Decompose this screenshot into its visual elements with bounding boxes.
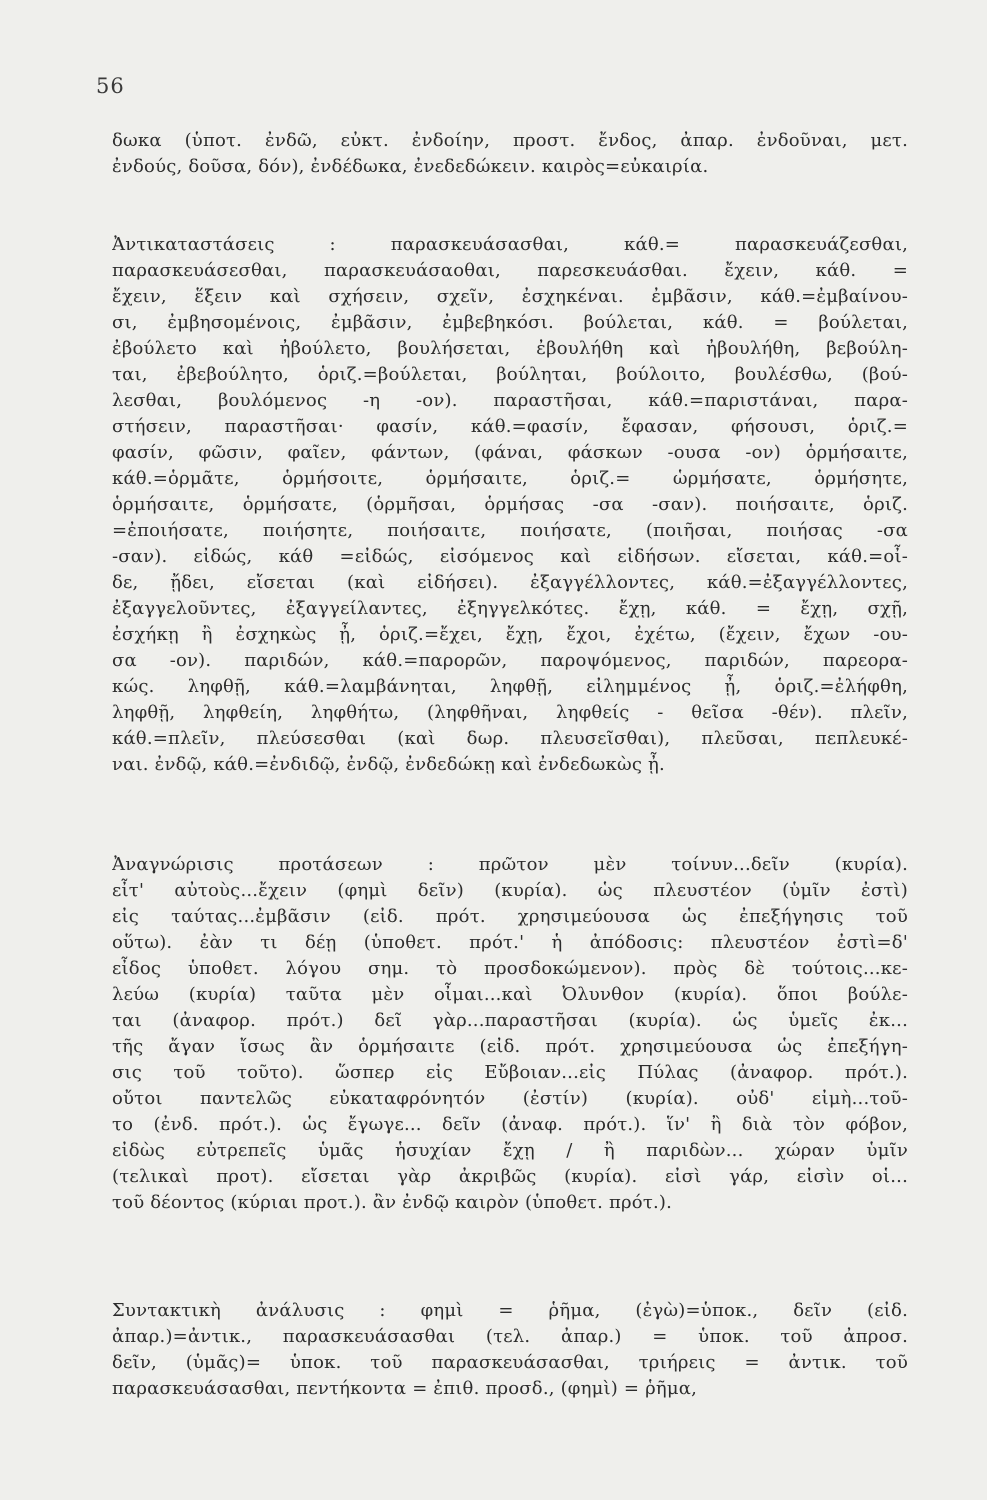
text-line: Ἀναγνώρισις προτάσεων : πρῶτον μὲν τοίνυν...δεῖν (κυρία). (112, 854, 908, 875)
text-line: ἐξαγγελοῦντες, ἐξαγγείλαντες, ἐξηγγελκότες. ἔχῃ, κάθ. = ἔχῃ, σχῇ, (112, 598, 908, 619)
paragraph-definition-continuation (112, 128, 908, 180)
text-line: παρασκευάσασθαι, πεντήκοντα = ἐπιθ. προσδ., (φημὶ) = ῥῆμα, (112, 1378, 698, 1399)
paragraph-antikatastaseis (112, 232, 908, 778)
text-line: στήσειν, παραστῆσαι· φασίν, κάθ.=φασίν, ἔφασαν, φήσουσι, ὁριζ.= (112, 416, 908, 437)
text-line: σις τοῦ τοῦτο). ὥσπερ εἰς Εὔβοιαν...εἰς Πύλας (ἀναφορ. πρότ.). (112, 1062, 908, 1083)
text-line: τῆς ἄγαν ἴσως ἂν ὁρμήσαιτε (εἰδ. πρότ. χρησιμεύουσα ὡς ἐπεξήγη- (112, 1036, 908, 1057)
text-line: ἐνδούς, δοῦσα, δόν), ἐνδέδωκα, ἐνεδεδώκειν. καιρὸς=εὐκαιρία. (112, 156, 709, 177)
text-line: ἐβούλετο καὶ ἠβούλετο, βουλήσεται, ἐβουλήθη καὶ ἠβουλήθη, βεβούλη- (112, 338, 908, 359)
paragraph-anagnorisis (112, 852, 908, 1216)
text-line: τοῦ δέοντος (κύριαι προτ.). ἂν ἐνδῷ καιρὸν (ὑποθετ. πρότ.). (112, 1192, 673, 1213)
text-line: οὕτω). ἐὰν τι δέῃ (ὑποθετ. πρότ.' ἡ ἀπόδοσις: πλευστέον ἐστὶ=δ' (112, 932, 908, 953)
text-line: κάθ.=πλεῖν, πλεύσεσθαι (καὶ δωρ. πλευσεῖσθαι), πλεῦσαι, πεπλευκέ- (112, 728, 908, 749)
paragraph-syntaktiki-analysis (112, 1298, 908, 1402)
text-line: ληφθῇ, ληφθείη, ληφθήτω, (ληφθῆναι, ληφθείς - θεῖσα -θέν). πλεῖν, (112, 702, 908, 723)
text-line: Ἀντικαταστάσεις : παρασκευάσασθαι, κάθ.= παρασκευάζεσθαι, (112, 234, 908, 255)
text-line: λεσθαι, βουλόμενος -η -ον). παραστῆσαι, κάθ.=παριστάναι, παρα- (112, 390, 908, 411)
text-line: ναι. ἐνδῷ, κάθ.=ἐνδιδῷ, ἐνδῷ, ἐνδεδώκῃ καὶ ἐνδεδωκὼς ᾖ. (112, 754, 665, 775)
text-line: ται, ἐβεβούλητο, ὁριζ.=βούλεται, βούληται, βούλοιτο, βουλέσθω, (βού- (112, 364, 908, 385)
text-line: κώς. ληφθῇ, κάθ.=λαμβάνηται, ληφθῇ, εἰλημμένος ᾖ, ὁριζ.=ἐλήφθη, (112, 676, 908, 697)
text-line: ἐσχήκῃ ἢ ἐσχηκὼς ᾖ, ὁριζ.=ἔχει, ἔχῃ, ἔχοι, ἐχέτω, (ἔχειν, ἔχων -ου- (112, 624, 908, 645)
text-line: οὔτοι παντελῶς εὐκαταφρόνητόν (ἐστίν) (κυρία). οὐδ' εἰμὴ...τοῦ- (112, 1088, 908, 1109)
text-line: ται (ἀναφορ. πρότ.) δεῖ γὰρ...παραστῆσαι (κυρία). ὡς ὑμεῖς ἐκ... (112, 1010, 908, 1031)
text-line: (τελικαὶ προτ). εἴσεται γὰρ ἀκριβῶς (κυρία). εἰσὶ γάρ, εἰσὶν οἱ... (112, 1166, 908, 1187)
text-line: -σαν). εἰδώς, κάθ =εἰδώς, εἰσόμενος καὶ εἰδήσων. εἴσεται, κάθ.=οἶ- (112, 546, 908, 567)
text-line: δωκα (ὑποτ. ἐνδῶ, εὐκτ. ἐνδοίην, προστ. ἔνδος, ἀπαρ. ἐνδοῦναι, μετ. (112, 130, 908, 151)
text-line: ἀπαρ.)=ἀντικ., παρασκευάσασθαι (τελ. ἀπαρ.) = ὑποκ. τοῦ ἀπροσ. (112, 1326, 908, 1347)
text-line: ὁρμήσαιτε, ὁρμήσατε, (ὁρμῆσαι, ὁρμήσας -σα -σαν). ποιήσαιτε, ὁριζ. (112, 494, 908, 515)
text-line: =ἐποιήσατε, ποιήσητε, ποιήσαιτε, ποιήσατε, (ποιῆσαι, ποιήσας -σα (112, 520, 908, 541)
text-line: φασίν, φῶσιν, φαῖεν, φάντων, (φάναι, φάσκων -ουσα -ον) ὁρμήσαιτε, (112, 442, 908, 463)
page-number: 56 (96, 74, 125, 98)
text-line: σι, ἐμβησομένοις, ἐμβᾶσιν, ἐμβεβηκόσι. βούλεται, κάθ. = βούλεται, (112, 312, 908, 333)
text-line: δεῖν, (ὑμᾶς)= ὑποκ. τοῦ παρασκευάσασθαι, τριήρεις = ἀντικ. τοῦ (112, 1352, 908, 1373)
text-line: εἰδὼς εὐτρεπεῖς ὑμᾶς ἡσυχίαν ἔχῃ / ἢ παριδὼν... χώραν ὑμῖν (112, 1140, 908, 1161)
text-line: εἰς ταύτας...ἐμβᾶσιν (εἰδ. πρότ. χρησιμεύουσα ὡς ἐπεξήγησις τοῦ (112, 906, 908, 927)
text-line: παρασκευάσεσθαι, παρασκευάσαοθαι, παρεσκευάσθαι. ἔχειν, κάθ. = (112, 260, 908, 281)
text-line: εἶτ' αὐτοὺς...ἔχειν (φημὶ δεῖν) (κυρία). ὡς πλευστέον (ὑμῖν ἐστὶ) (112, 880, 908, 901)
text-line: ἔχειν, ἕξειν καὶ σχήσειν, σχεῖν, ἐσχηκέναι. ἐμβᾶσιν, κάθ.=ἐμβαίνου- (112, 286, 908, 307)
text-line: εἶδος ὑποθετ. λόγου σημ. τὸ προσδοκώμενον). πρὸς δὲ τούτοις...κε- (112, 958, 908, 979)
text-line: λεύω (κυρία) ταῦτα μὲν οἶμαι...καὶ Ὀλυνθον (κυρία). ὅποι βούλε- (112, 984, 908, 1005)
text-line: κάθ.=ὁρμᾶτε, ὁρμήσοιτε, ὁρμήσαιτε, ὁριζ.= ὡρμήσατε, ὁρμήσητε, (112, 468, 908, 489)
text-line: σα -ον). παριδών, κάθ.=παρορῶν, παροψόμενος, παριδών, παρεορα- (112, 650, 908, 671)
text-line: το (ἐνδ. πρότ.). ὡς ἔγωγε... δεῖν (ἀναφ. πρότ.). ἵν' ἢ διὰ τὸν φόβον, (112, 1114, 908, 1135)
text-line: Συντακτικὴ ἀνάλυσις : φημὶ = ῥῆμα, (ἐγὼ)=ὑποκ., δεῖν (εἰδ. (112, 1300, 908, 1321)
text-line: δε, ᾔδει, εἴσεται (καὶ εἰδήσει). ἐξαγγέλλοντες, κάθ.=ἐξαγγέλλοντες, (112, 572, 908, 593)
